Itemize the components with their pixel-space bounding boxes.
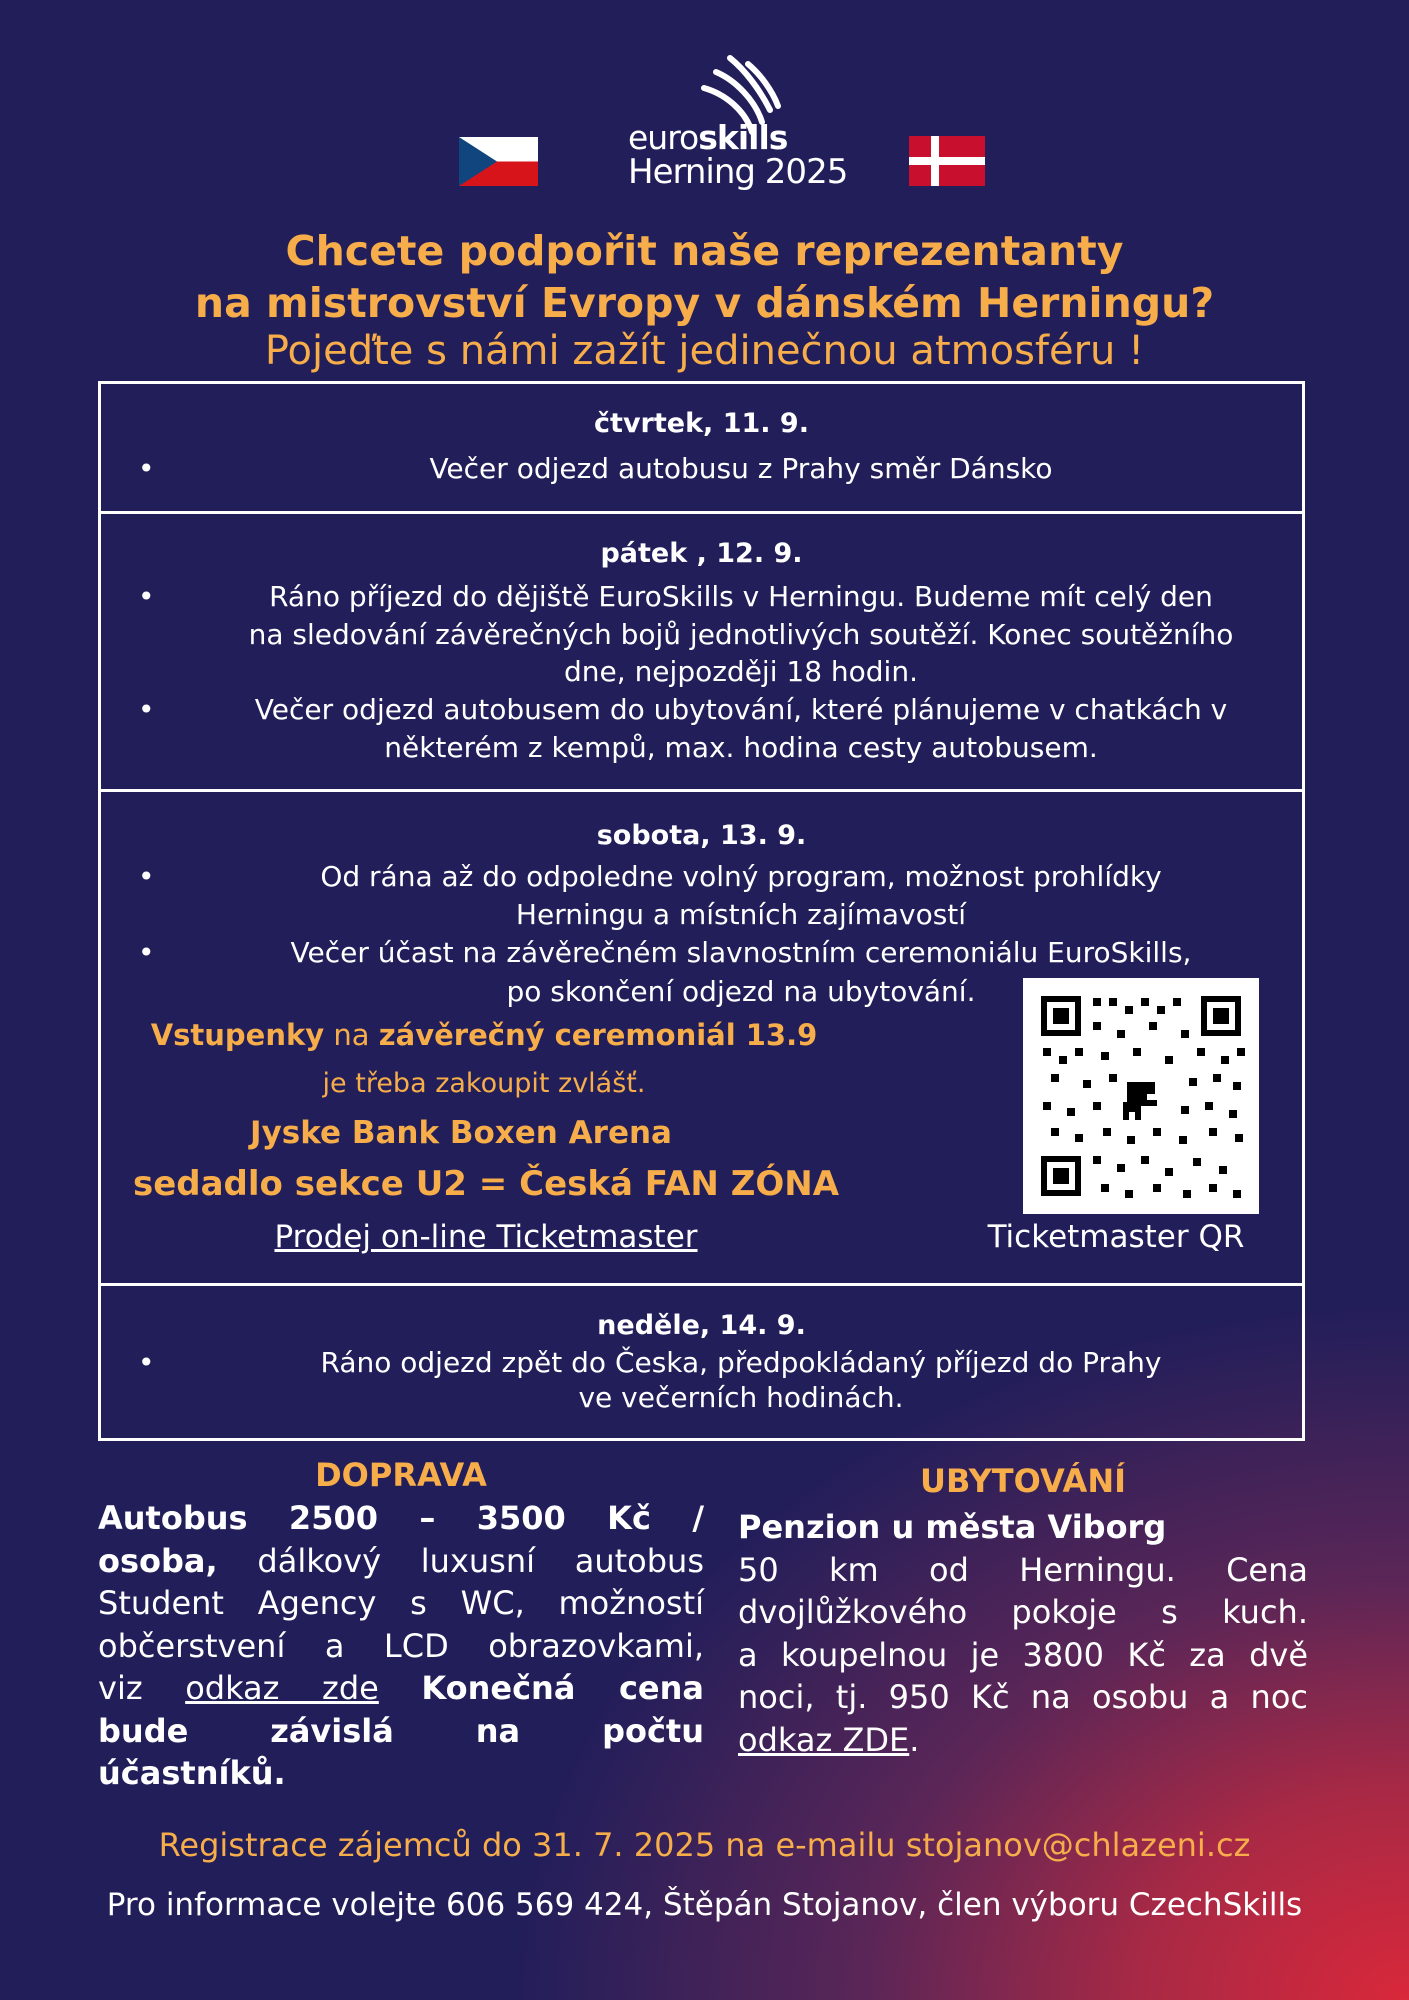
- day-heading: sobota, 13. 9.: [596, 820, 807, 851]
- bullet: •: [138, 860, 155, 893]
- bullet: •: [138, 936, 155, 969]
- arena-name: Jyske Bank Boxen Arena: [250, 1115, 672, 1151]
- day-heading: čtvrtek, 11. 9.: [594, 408, 809, 439]
- ticketmaster-link[interactable]: Prodej on-line Ticketmaster: [274, 1219, 698, 1255]
- schedule-line: Večer účast na závěrečném slavnostním ceremoniálu EuroSkills,: [290, 936, 1192, 969]
- bullet: •: [138, 452, 155, 485]
- ticketmaster-qr-code-icon[interactable]: [1023, 978, 1259, 1214]
- contact-info: Pro informace volejte 606 569 424, Štěpán Stojanov, člen výboru CzechSkills: [106, 1887, 1303, 1923]
- schedule-line: na sledování závěrečných bojů jednotlivých soutěží. Konec soutěžního: [248, 618, 1234, 651]
- schedule-line: Od rána až do odpoledne volný program, možnost prohlídky: [320, 860, 1162, 893]
- day-heading: pátek , 12. 9.: [600, 538, 803, 569]
- tickets-note: Vstupenky na závěrečný ceremoniál 13.9: [150, 1018, 818, 1052]
- danish-flag-icon: [909, 136, 985, 186]
- logo-wordmark: euroskills: [628, 118, 788, 157]
- bus-link[interactable]: odkaz zde: [185, 1669, 379, 1707]
- schedule-line: Ráno příjezd do dějiště EuroSkills v Herningu. Budeme mít celý den: [269, 580, 1213, 613]
- schedule-line: dne, nejpozději 18 hodin.: [564, 655, 918, 688]
- schedule-line: po skončení odjezd na ubytování.: [506, 975, 976, 1008]
- schedule-line: Ráno odjezd zpět do Česka, předpokládaný příjezd do Prahy: [320, 1346, 1162, 1379]
- schedule-line: Večer odjezd autobusu z Prahy směr Dánsko: [429, 452, 1053, 485]
- bullet: •: [138, 580, 155, 613]
- logo-location: Herning 2025: [628, 152, 848, 192]
- czech-flag-icon: [459, 137, 538, 186]
- schedule-thursday: [98, 381, 1305, 514]
- main-title: Chcete podpořit naše reprezentanty na mistrovství Evropy v dánském Herningu?: [194, 227, 1215, 327]
- schedule-line: některém z kempů, max. hodina cesty autobusem.: [384, 731, 1098, 764]
- bullet: •: [138, 693, 155, 726]
- tickets-note-line2: je třeba zakoupit zvlášť.: [322, 1068, 646, 1099]
- accommodation-title: UBYTOVÁNÍ: [919, 1462, 1126, 1500]
- accommodation-text: Penzion u města Viborg 50 km od Herningu. Cena dvojlůžkového pokoje s kuch. a koupelnou je 3800 Kč za dvě noci, tj. 950 Kč na osobu a noc odkaz ZDE.: [738, 1508, 1308, 1759]
- schedule-line: ve večerních hodinách.: [578, 1381, 904, 1414]
- schedule-sunday: [98, 1283, 1305, 1441]
- transport-title: DOPRAVA: [315, 1456, 487, 1494]
- subtitle: Pojeďte s námi zažít jedinečnou atmosféru !: [264, 328, 1145, 374]
- transport-text: Autobus 2500 – 3500 Kč / osoba, dálkový luxusní autobus Student Agency s WC, možností občerstvení a LCD obrazovkami, viz odkaz zde Konečná cena bude závislá na počtu účastníků.: [98, 1499, 704, 1792]
- schedule-line: Večer odjezd autobusem do ubytování, které plánujeme v chatkách v: [254, 693, 1228, 726]
- accommodation-link[interactable]: odkaz ZDE: [738, 1720, 910, 1759]
- qr-caption: Ticketmaster QR: [987, 1219, 1245, 1255]
- schedule-friday: [98, 511, 1305, 792]
- bullet: •: [138, 1346, 155, 1379]
- day-heading: neděle, 14. 9.: [597, 1310, 806, 1341]
- registration-note: Registrace zájemců do 31. 7. 2025 na e-mailu stojanov@chlazeni.cz: [158, 1826, 1251, 1864]
- fan-zone-seat: sedadlo sekce U2 = Česká FAN ZÓNA: [132, 1164, 840, 1204]
- schedule-line: Herningu a místních zajímavostí: [515, 898, 967, 931]
